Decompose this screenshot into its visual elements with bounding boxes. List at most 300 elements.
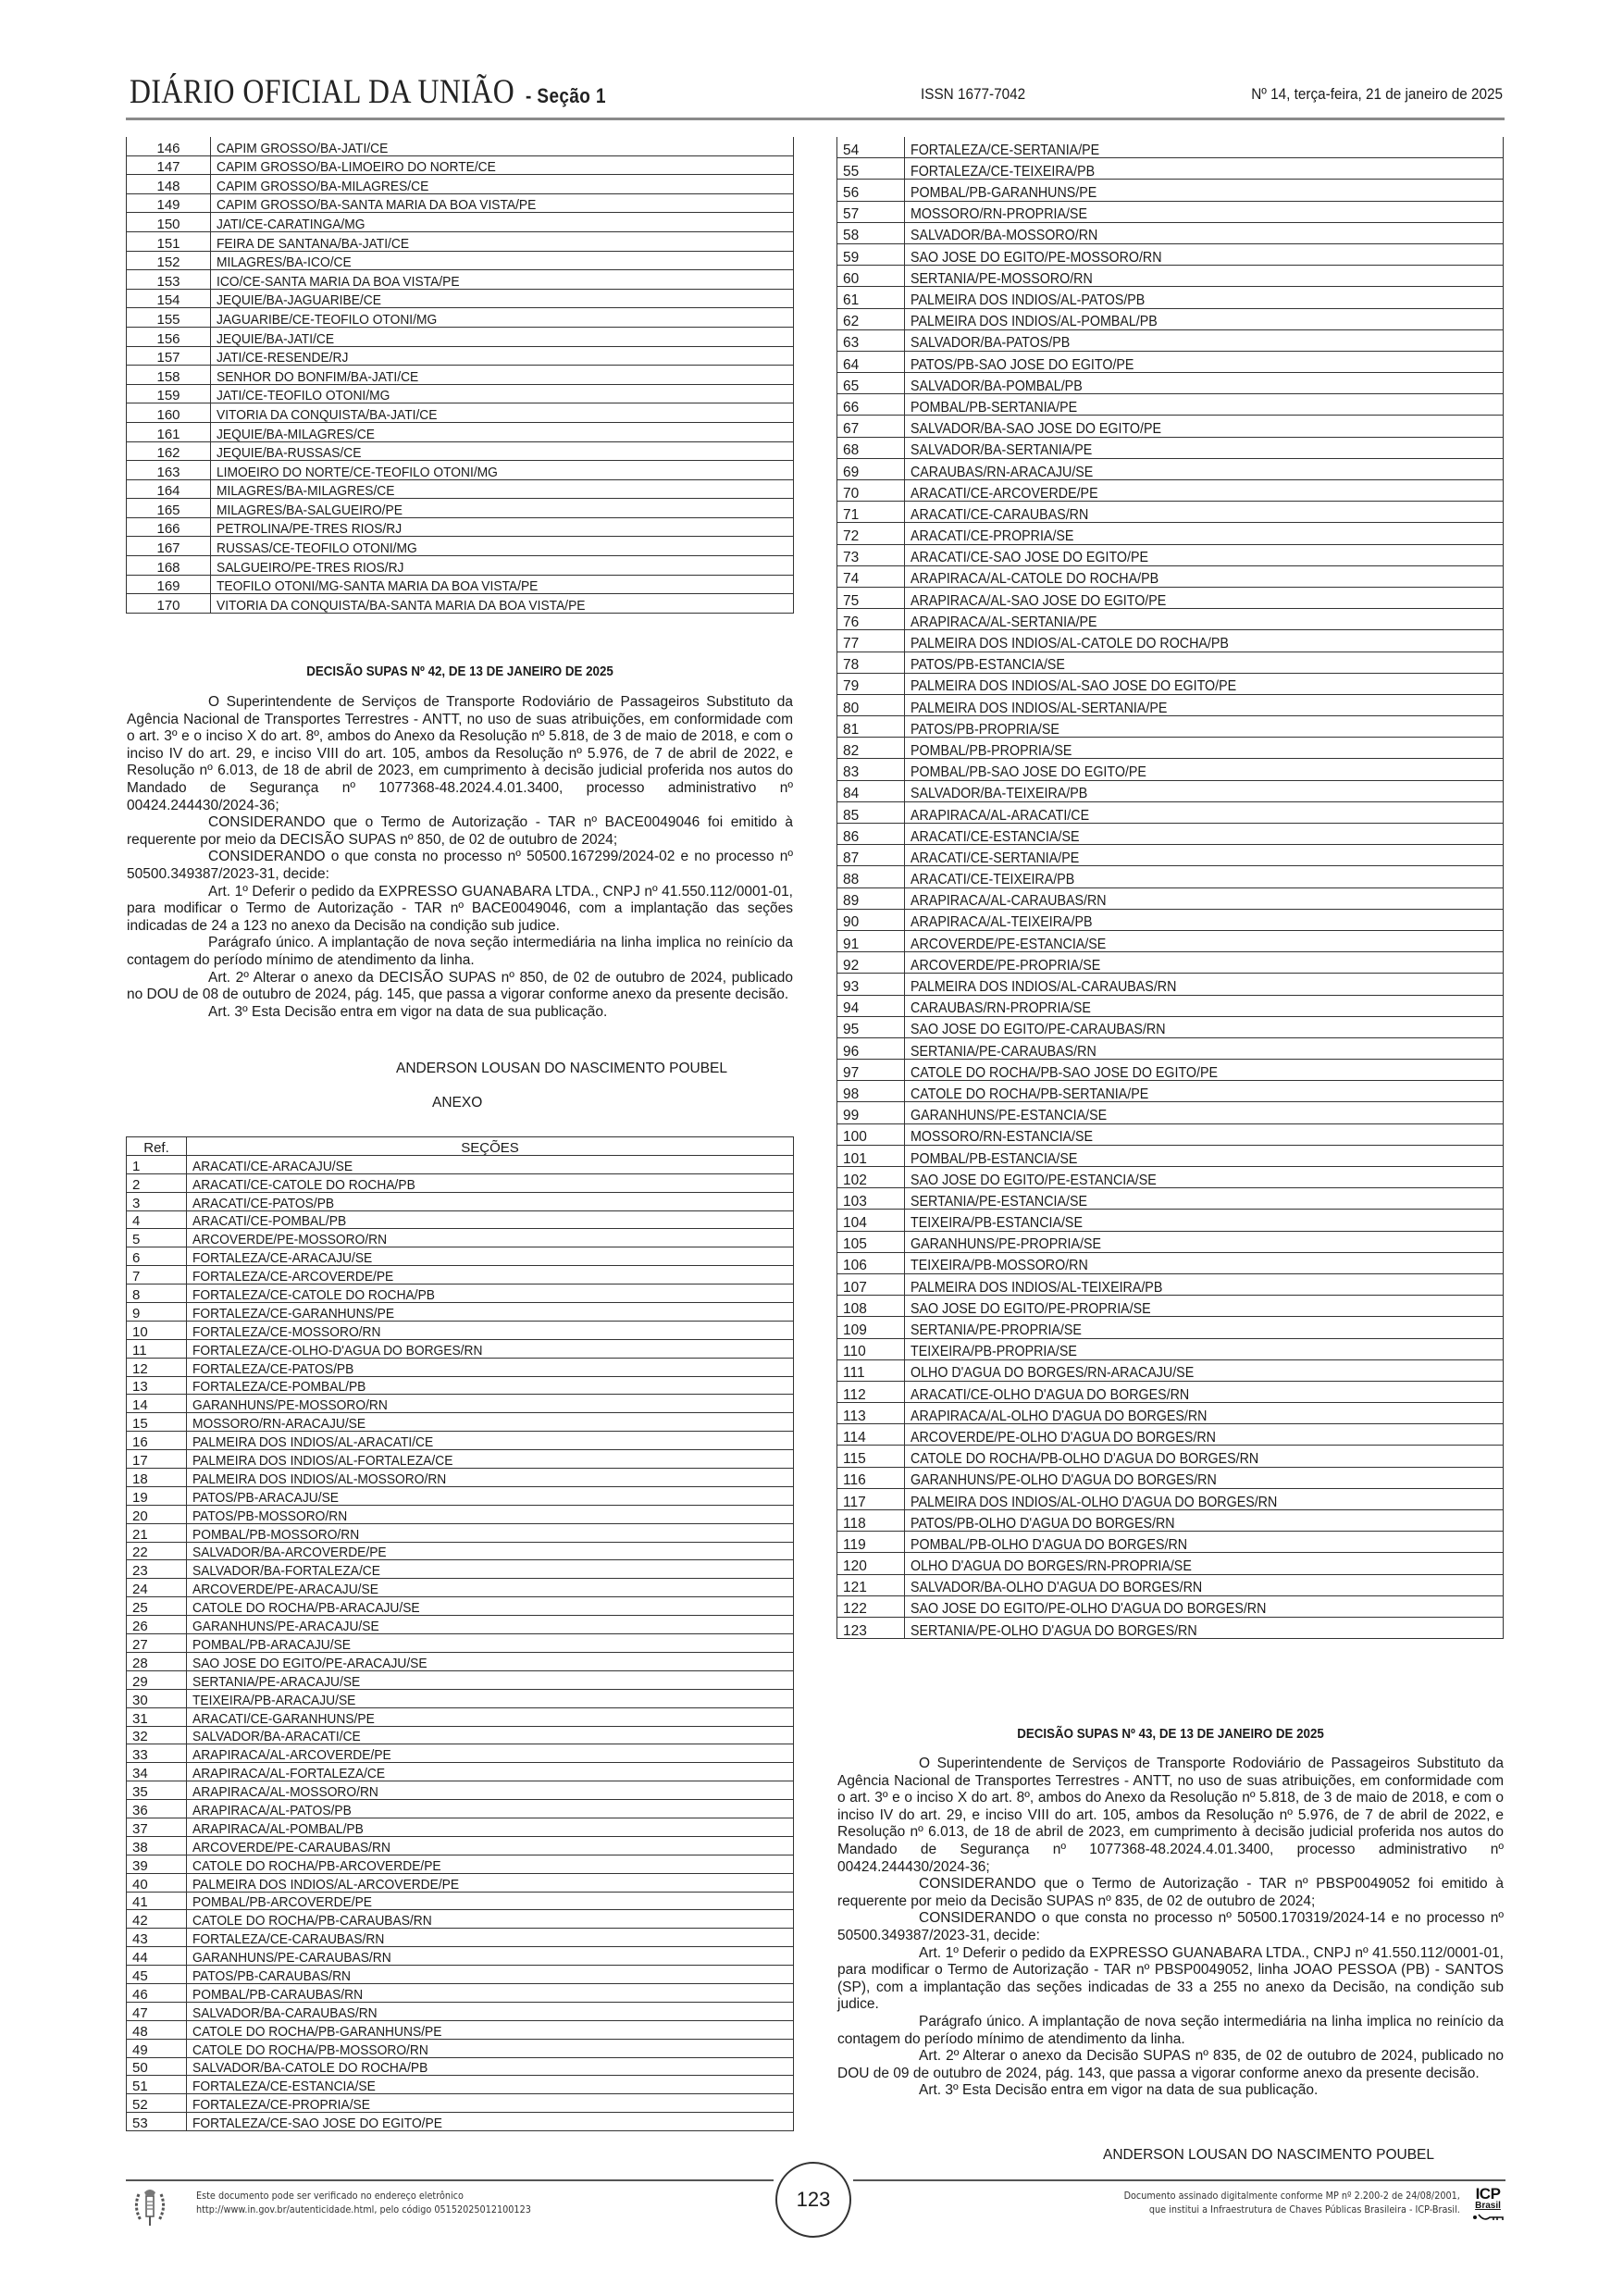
row-section bbox=[905, 523, 1504, 544]
table-row bbox=[837, 587, 1504, 608]
table-row bbox=[837, 845, 1504, 866]
section-text: SERTANIA/PE-MOSSORO/RN bbox=[911, 270, 1093, 287]
row-section bbox=[211, 193, 794, 213]
row-ref: 94 bbox=[837, 995, 905, 1016]
row-section bbox=[187, 1597, 794, 1616]
table-row bbox=[837, 329, 1504, 351]
row-ref: 84 bbox=[837, 780, 905, 801]
row-section bbox=[905, 502, 1504, 523]
section-text: FORTALEZA/CE-PROPRIA/SE bbox=[192, 2097, 370, 2113]
section-text: SAO JOSE DO EGITO/PE-OLHO D'AGUA DO BORGES/RN bbox=[911, 1601, 1267, 1618]
table-row bbox=[127, 403, 794, 423]
decision-42-body bbox=[127, 694, 793, 1021]
section-text: ARAPIRACA/AL-SERTANIA/PE bbox=[911, 614, 1097, 630]
table-row bbox=[837, 1188, 1504, 1210]
row-ref: 104 bbox=[837, 1210, 905, 1231]
section-text: FORTALEZA/CE-SERTANIA/PE bbox=[911, 142, 1100, 158]
table-row bbox=[837, 1210, 1504, 1231]
row-ref: 53 bbox=[127, 2113, 187, 2131]
table-row bbox=[837, 544, 1504, 565]
row-ref: 24 bbox=[127, 1579, 187, 1597]
row-ref: 95 bbox=[837, 1016, 905, 1037]
section-text: LIMOEIRO DO NORTE/CE-TEOFILO OTONI/MG bbox=[217, 464, 498, 480]
section-text: CATOLE DO ROCHA/PB-OLHO D'AGUA DO BORGES/RN bbox=[911, 1451, 1259, 1468]
table-row bbox=[127, 1523, 794, 1542]
decision-43-body bbox=[837, 1756, 1504, 2100]
section-text: POMBAL/PB-OLHO D'AGUA DO BORGES/RN bbox=[911, 1536, 1188, 1553]
row-ref: 28 bbox=[127, 1652, 187, 1670]
table-row bbox=[127, 461, 794, 480]
section-text: FORTALEZA/CE-OLHO-D'AGUA DO BORGES/RN bbox=[192, 1342, 483, 1359]
row-section bbox=[187, 1450, 794, 1469]
section-text: ARCOVERDE/PE-ESTANCIA/SE bbox=[911, 936, 1107, 952]
table-row bbox=[837, 909, 1504, 930]
section-text: ARACATI/CE-GARANHUNS/PE bbox=[192, 1710, 375, 1726]
row-section bbox=[187, 1836, 794, 1855]
issn: ISSN 1677-7042 bbox=[921, 85, 1026, 103]
row-section bbox=[211, 155, 794, 175]
row-section bbox=[187, 1523, 794, 1542]
row-section bbox=[905, 416, 1504, 437]
section-text: JATI/CE-CARATINGA/MG bbox=[217, 216, 365, 232]
section-text: POMBAL/PB-GARANHUNS/PE bbox=[911, 185, 1097, 202]
section-text: JEQUIE/BA-JAGUARIBE/CE bbox=[217, 292, 381, 308]
section-text: POMBAL/PB-SERTANIA/PE bbox=[911, 399, 1078, 416]
row-section bbox=[905, 1446, 1504, 1467]
row-ref: 14 bbox=[127, 1395, 187, 1413]
section-label: - Seção 1 bbox=[525, 84, 606, 107]
table-row bbox=[127, 499, 794, 518]
row-ref: 152 bbox=[127, 251, 211, 270]
section-text: PATOS/PB-ESTANCIA/SE bbox=[911, 657, 1065, 674]
row-section bbox=[905, 222, 1504, 243]
table-row bbox=[127, 556, 794, 576]
row-section bbox=[905, 565, 1504, 587]
section-text: CAPIM GROSSO/BA-SANTA MARIA DA BOA VISTA/PE bbox=[217, 197, 537, 213]
section-text: CATOLE DO ROCHA/PB-SAO JOSE DO EGITO/PE bbox=[911, 1064, 1219, 1081]
table-row bbox=[127, 1339, 794, 1358]
table-row bbox=[127, 422, 794, 441]
row-ref: 146 bbox=[127, 137, 211, 155]
section-text: SAO JOSE DO EGITO/PE-ESTANCIA/SE bbox=[911, 1172, 1157, 1188]
row-section bbox=[211, 270, 794, 290]
row-section bbox=[187, 1616, 794, 1634]
row-section bbox=[187, 1321, 794, 1339]
table-row bbox=[837, 523, 1504, 544]
table-row bbox=[837, 930, 1504, 951]
section-text: SALVADOR/BA-PATOS/PB bbox=[911, 335, 1071, 352]
row-ref: 19 bbox=[127, 1486, 187, 1505]
row-ref: 54 bbox=[837, 137, 905, 158]
row-ref: 116 bbox=[837, 1467, 905, 1488]
row-section bbox=[905, 1123, 1504, 1145]
row-section bbox=[187, 1763, 794, 1781]
table-row bbox=[837, 565, 1504, 587]
table-row bbox=[837, 1252, 1504, 1273]
row-section bbox=[905, 887, 1504, 909]
row-ref: 86 bbox=[837, 824, 905, 845]
row-section bbox=[211, 422, 794, 441]
row-ref: 70 bbox=[837, 480, 905, 502]
table-row bbox=[837, 824, 1504, 845]
row-section bbox=[187, 1469, 794, 1487]
section-text: SERTANIA/PE-CARAUBAS/RN bbox=[911, 1043, 1096, 1060]
row-section bbox=[905, 866, 1504, 887]
row-section bbox=[187, 1395, 794, 1413]
table-row bbox=[837, 1424, 1504, 1446]
row-section bbox=[905, 243, 1504, 265]
row-ref: 111 bbox=[837, 1359, 905, 1381]
table-row bbox=[127, 2002, 794, 2020]
table-row bbox=[127, 1486, 794, 1505]
page-number: 123 bbox=[796, 2188, 831, 2211]
row-ref: 166 bbox=[127, 517, 211, 537]
row-ref: 69 bbox=[837, 458, 905, 479]
section-text: SALVADOR/BA-TEIXEIRA/PB bbox=[911, 786, 1088, 802]
row-ref: 64 bbox=[837, 351, 905, 372]
paragraph: Art. 2º Alterar o anexo da Decisão SUPAS nº 835, de 02 de outubro de 2024, publicado no DOU de 09 de outubro de 2024, pág. 143, que passa a vigorar conforme anexo da presente decisão. bbox=[837, 2048, 1504, 2081]
section-text: JEQUIE/BA-MILAGRES/CE bbox=[217, 426, 376, 441]
table-row bbox=[127, 2076, 794, 2094]
section-text: SALGUEIRO/PE-TRES RIOS/RJ bbox=[217, 559, 404, 576]
row-section bbox=[211, 231, 794, 251]
section-text: ARAPIRACA/AL-MOSSORO/RN bbox=[192, 1784, 378, 1800]
table-row bbox=[837, 351, 1504, 372]
section-text: ARAPIRACA/AL-SAO JOSE DO EGITO/PE bbox=[911, 592, 1167, 609]
row-section bbox=[905, 1081, 1504, 1102]
row-section bbox=[211, 517, 794, 537]
section-text: ARAPIRACA/AL-TEIXEIRA/PB bbox=[911, 914, 1093, 931]
section-text: SAO JOSE DO EGITO/PE-PROPRIA/SE bbox=[911, 1300, 1151, 1317]
section-text: CATOLE DO ROCHA/PB-ARCOVERDE/PE bbox=[192, 1857, 441, 1874]
row-section bbox=[187, 1376, 794, 1395]
paragraph: Art. 2º Alterar o anexo da DECISÃO SUPAS nº 850, de 02 de outubro de 2024, publicado no DOU de 08 de outubro de 2024, pág. 145, que passa a vigorar conforme anexo da presente decisão. bbox=[127, 969, 793, 1003]
row-ref: 120 bbox=[837, 1553, 905, 1574]
section-text: FORTALEZA/CE-TEIXEIRA/PB bbox=[911, 163, 1096, 180]
row-ref: 150 bbox=[127, 213, 211, 232]
row-section bbox=[211, 499, 794, 518]
section-text: PATOS/PB-CARAUBAS/RN bbox=[192, 1967, 352, 1984]
row-ref: 22 bbox=[127, 1542, 187, 1560]
row-section bbox=[905, 266, 1504, 287]
paragraph: Art. 3º Esta Decisão entra em vigor na data de sua publicação. bbox=[208, 1003, 608, 1020]
row-section bbox=[905, 1617, 1504, 1638]
row-ref: 77 bbox=[837, 630, 905, 652]
row-section bbox=[905, 329, 1504, 351]
row-section bbox=[211, 461, 794, 480]
section-text: PALMEIRA DOS INDIOS/AL-PATOS/PB bbox=[911, 292, 1146, 308]
section-text: PATOS/PB-SAO JOSE DO EGITO/PE bbox=[911, 356, 1134, 373]
section-text: SALVADOR/BA-ARCOVERDE/PE bbox=[192, 1545, 387, 1560]
row-ref: 21 bbox=[127, 1523, 187, 1542]
section-text: FORTALEZA/CE-CARAUBAS/RN bbox=[192, 1931, 385, 1947]
column-header-ref: Ref. bbox=[127, 1137, 187, 1156]
row-section bbox=[187, 1892, 794, 1910]
table-row bbox=[127, 155, 794, 175]
paragraph: CONSIDERANDO que o Termo de Autorização - TAR nº BACE0049046 foi emitido à requerente por meio da DECISÃO SUPAS nº 850, de 02 de outubro de 2024; bbox=[127, 814, 793, 848]
table-row bbox=[837, 1338, 1504, 1359]
table-row bbox=[837, 287, 1504, 308]
row-ref: 118 bbox=[837, 1510, 905, 1532]
publication-name: DIÁRIO OFICIAL DA UNIÃO bbox=[130, 73, 515, 111]
table-row bbox=[837, 1037, 1504, 1059]
row-section bbox=[905, 1338, 1504, 1359]
table-row bbox=[127, 251, 794, 270]
section-text: SALVADOR/BA-MOSSORO/RN bbox=[911, 228, 1098, 244]
table-row bbox=[837, 180, 1504, 201]
row-ref: 154 bbox=[127, 289, 211, 308]
section-text: GARANHUNS/PE-ARACAJU/SE bbox=[192, 1619, 379, 1634]
section-text: FEIRA DE SANTANA/BA-JATI/CE bbox=[217, 235, 410, 252]
signature-line-2: que institui a Infraestrutura de Chaves Públicas Brasileira - ICP-Brasil. bbox=[1149, 2204, 1460, 2215]
row-ref: 112 bbox=[837, 1381, 905, 1402]
paragraph: O Superintendente de Serviços de Transporte Rodoviário de Passageiros Substituto da Agência Nacional de Transportes Terrestres - ANTT, no uso de suas atribuições, em conformidade com o art. 3º e o inciso X do art. 8º, ambos do Anexo da Resolução nº 5.818, de 3 de maio de 2018, e com o inciso IV do art. 29, e inciso VIII do art. 105, ambos da Resolução nº 5.976, de 7 de abril de 2022, e Resolução nº 6.013, de 18 de abril de 2023, em cumprimento à decisão judicial proferida nos autos do Mandado de Segurança nº 1077368-48.2024.4.01.3400, processo administrativo nº 00424.244430/2024-36; bbox=[127, 694, 793, 813]
table-row bbox=[837, 1510, 1504, 1532]
section-text: CARAUBAS/RN-ARACAJU/SE bbox=[911, 464, 1094, 480]
table-row bbox=[127, 1929, 794, 1947]
row-section bbox=[187, 1652, 794, 1670]
row-ref: 156 bbox=[127, 327, 211, 346]
row-section bbox=[905, 1467, 1504, 1488]
row-section bbox=[211, 327, 794, 346]
section-text: FORTALEZA/CE-ARACAJU/SE bbox=[192, 1250, 373, 1266]
paragraph: Parágrafo único. A implantação de nova seção intermediária na linha implica no reinício da contagem do período mínimo de atendimento da linha. bbox=[837, 2013, 1504, 2047]
row-ref: 71 bbox=[837, 502, 905, 523]
row-section bbox=[905, 1553, 1504, 1574]
row-section bbox=[187, 1155, 794, 1173]
row-ref: 51 bbox=[127, 2076, 187, 2094]
table-row bbox=[127, 1634, 794, 1653]
row-section bbox=[187, 1173, 794, 1192]
section-text: FORTALEZA/CE-GARANHUNS/PE bbox=[192, 1305, 395, 1322]
row-section bbox=[905, 1574, 1504, 1595]
decision-42-signature: ANDERSON LOUSAN DO NASCIMENTO POUBEL bbox=[396, 1061, 728, 1076]
table-row bbox=[837, 373, 1504, 394]
table-row bbox=[127, 308, 794, 328]
row-ref: 109 bbox=[837, 1317, 905, 1338]
section-text: ARAPIRACA/AL-POMBAL/PB bbox=[192, 1820, 364, 1837]
verification-notice bbox=[196, 2190, 531, 2217]
section-text: OLHO D'AGUA DO BORGES/RN-PROPRIA/SE bbox=[911, 1558, 1192, 1575]
row-ref: 76 bbox=[837, 609, 905, 630]
row-section bbox=[211, 251, 794, 270]
section-text: GARANHUNS/PE-ESTANCIA/SE bbox=[911, 1108, 1108, 1124]
row-section bbox=[905, 394, 1504, 416]
row-section bbox=[905, 1016, 1504, 1037]
table-row bbox=[127, 213, 794, 232]
row-section bbox=[905, 1595, 1504, 1617]
row-ref: 4 bbox=[127, 1210, 187, 1229]
row-section bbox=[187, 1579, 794, 1597]
table-row bbox=[837, 995, 1504, 1016]
row-section bbox=[211, 556, 794, 576]
section-text: SAO JOSE DO EGITO/PE-CARAUBAS/RN bbox=[911, 1022, 1166, 1038]
row-section bbox=[905, 845, 1504, 866]
row-ref: 3 bbox=[127, 1192, 187, 1210]
row-section bbox=[905, 1403, 1504, 1424]
section-text: GARANHUNS/PE-PROPRIA/SE bbox=[911, 1236, 1102, 1253]
row-section bbox=[187, 2020, 794, 2039]
row-section bbox=[905, 630, 1504, 652]
table-row bbox=[837, 1145, 1504, 1166]
row-ref: 15 bbox=[127, 1413, 187, 1432]
table-row bbox=[837, 974, 1504, 995]
row-ref: 57 bbox=[837, 201, 905, 222]
table-row bbox=[127, 1247, 794, 1266]
row-section bbox=[905, 952, 1504, 974]
row-ref: 87 bbox=[837, 845, 905, 866]
row-ref: 9 bbox=[127, 1303, 187, 1322]
row-section bbox=[187, 1247, 794, 1266]
table-row bbox=[837, 887, 1504, 909]
table-row bbox=[837, 1317, 1504, 1338]
section-text: TEOFILO OTONI/MG-SANTA MARIA DA BOA VISTA/PE bbox=[217, 578, 539, 594]
row-ref: 157 bbox=[127, 346, 211, 366]
section-text: PETROLINA/PE-TRES RIOS/RJ bbox=[217, 521, 403, 537]
section-text: ARACATI/CE-CATOLE DO ROCHA/PB bbox=[192, 1176, 415, 1193]
section-text: PATOS/PB-ARACAJU/SE bbox=[192, 1489, 339, 1506]
row-section bbox=[211, 594, 794, 614]
row-ref: 89 bbox=[837, 887, 905, 909]
row-ref: 93 bbox=[837, 974, 905, 995]
table-row bbox=[127, 1432, 794, 1450]
row-section bbox=[905, 351, 1504, 372]
table-row bbox=[127, 1836, 794, 1855]
row-ref: 26 bbox=[127, 1616, 187, 1634]
table-row bbox=[837, 1446, 1504, 1467]
table-row bbox=[837, 266, 1504, 287]
row-section bbox=[187, 1670, 794, 1689]
section-text: MILAGRES/BA-SALGUEIRO/PE bbox=[217, 502, 403, 518]
section-text: SALVADOR/BA-CATOLE DO ROCHA/PB bbox=[192, 2060, 428, 2076]
section-text: FORTALEZA/CE-POMBAL/PB bbox=[192, 1379, 366, 1395]
row-section bbox=[187, 1505, 794, 1523]
row-section bbox=[187, 2039, 794, 2057]
section-text: ARAPIRACA/AL-ARCOVERDE/PE bbox=[192, 1747, 391, 1763]
table-row bbox=[127, 479, 794, 499]
row-ref: 153 bbox=[127, 270, 211, 290]
section-text: ARACATI/CE-TEIXEIRA/PB bbox=[911, 872, 1075, 888]
section-text: CATOLE DO ROCHA/PB-MOSSORO/RN bbox=[192, 2042, 428, 2058]
paragraph: CONSIDERANDO o que consta no processo nº 50500.167299/2024-02 e no processo nº 50500.349387/2023-31, decide: bbox=[127, 849, 793, 882]
section-text: ARAPIRACA/AL-FORTALEZA/CE bbox=[192, 1766, 386, 1781]
row-section bbox=[211, 575, 794, 594]
row-section bbox=[187, 2113, 794, 2131]
annex-sections-table bbox=[126, 1136, 794, 2131]
section-text: PALMEIRA DOS INDIOS/AL-SERTANIA/PE bbox=[911, 700, 1168, 716]
row-section bbox=[905, 1102, 1504, 1123]
section-text: MOSSORO/RN-ESTANCIA/SE bbox=[911, 1129, 1094, 1146]
row-ref: 105 bbox=[837, 1231, 905, 1252]
row-section bbox=[211, 346, 794, 366]
table-row bbox=[127, 1707, 794, 1726]
section-text: PALMEIRA DOS INDIOS/AL-FORTALEZA/CE bbox=[192, 1453, 453, 1469]
table-row bbox=[127, 193, 794, 213]
row-section bbox=[905, 158, 1504, 180]
row-ref: 158 bbox=[127, 366, 211, 385]
table-row bbox=[837, 1553, 1504, 1574]
section-text: FORTALEZA/CE-MOSSORO/RN bbox=[192, 1323, 381, 1340]
table-row bbox=[837, 630, 1504, 652]
row-ref: 35 bbox=[127, 1781, 187, 1800]
row-ref: 33 bbox=[127, 1744, 187, 1763]
verification-line-1: Este documento pode ser verificado no endereço eletrônico bbox=[196, 2191, 464, 2202]
verification-link[interactable]: http://www.in.gov.br/autenticidade.html, pelo código 05152025012100123 bbox=[196, 2204, 531, 2215]
row-ref: 46 bbox=[127, 1983, 187, 2002]
row-ref: 30 bbox=[127, 1689, 187, 1707]
section-text: ARAPIRACA/AL-PATOS/PB bbox=[192, 1802, 352, 1818]
table-row bbox=[127, 327, 794, 346]
row-section bbox=[905, 1188, 1504, 1210]
row-ref: 58 bbox=[837, 222, 905, 243]
row-ref: 98 bbox=[837, 1081, 905, 1102]
row-section bbox=[905, 716, 1504, 738]
table-row bbox=[127, 1210, 794, 1229]
section-text: PALMEIRA DOS INDIOS/AL-OLHO D'AGUA DO BORGES/RN bbox=[911, 1494, 1278, 1510]
icp-brasil-logo bbox=[1469, 2186, 1506, 2230]
issue-date: Nº 14, terça-feira, 21 de janeiro de 2025 bbox=[1251, 85, 1503, 103]
row-ref: 73 bbox=[837, 544, 905, 565]
row-section bbox=[187, 2002, 794, 2020]
icp-logo-text: ICP bbox=[1475, 2185, 1501, 2203]
row-section bbox=[905, 673, 1504, 694]
row-section bbox=[905, 1488, 1504, 1509]
row-ref: 121 bbox=[837, 1574, 905, 1595]
table-row bbox=[837, 673, 1504, 694]
row-section bbox=[187, 1800, 794, 1818]
table-row bbox=[127, 1947, 794, 1966]
row-section bbox=[211, 403, 794, 423]
section-text: FORTALEZA/CE-CATOLE DO ROCHA/PB bbox=[192, 1287, 435, 1303]
table-row bbox=[837, 1167, 1504, 1188]
row-ref: 55 bbox=[837, 158, 905, 180]
row-ref: 96 bbox=[837, 1037, 905, 1059]
row-section bbox=[905, 995, 1504, 1016]
table-row bbox=[837, 1296, 1504, 1317]
table-row bbox=[127, 1450, 794, 1469]
row-ref: 119 bbox=[837, 1532, 905, 1553]
row-section bbox=[187, 1358, 794, 1376]
decision-42-title: DECISÃO SUPAS Nº 42, DE 13 DE JANEIRO DE 2025 bbox=[306, 664, 613, 679]
table-row bbox=[837, 652, 1504, 673]
table-row bbox=[837, 1574, 1504, 1595]
row-section bbox=[187, 1929, 794, 1947]
section-text: FORTALEZA/CE-ARCOVERDE/PE bbox=[192, 1269, 394, 1285]
row-ref: 42 bbox=[127, 1910, 187, 1929]
section-text: ARAPIRACA/AL-OLHO D'AGUA DO BORGES/RN bbox=[911, 1408, 1208, 1424]
row-section bbox=[905, 287, 1504, 308]
section-text: GARANHUNS/PE-MOSSORO/RN bbox=[192, 1397, 388, 1413]
table-row bbox=[127, 384, 794, 403]
section-text: TEIXEIRA/PB-ESTANCIA/SE bbox=[911, 1215, 1083, 1232]
header-divider bbox=[126, 118, 1505, 120]
row-ref: 85 bbox=[837, 801, 905, 823]
row-ref: 113 bbox=[837, 1403, 905, 1424]
row-ref: 67 bbox=[837, 416, 905, 437]
table-row bbox=[837, 1273, 1504, 1295]
row-section bbox=[211, 137, 794, 155]
row-ref: 163 bbox=[127, 461, 211, 480]
paragraph: Art. 3º Esta Decisão entra em vigor na data de sua publicação. bbox=[919, 2082, 1319, 2099]
row-ref: 102 bbox=[837, 1167, 905, 1188]
row-section bbox=[187, 2094, 794, 2113]
row-ref: 107 bbox=[837, 1273, 905, 1295]
row-ref: 92 bbox=[837, 952, 905, 974]
row-section bbox=[905, 1510, 1504, 1532]
section-text: SAO JOSE DO EGITO/PE-MOSSORO/RN bbox=[911, 249, 1162, 266]
table-row bbox=[127, 289, 794, 308]
section-text: ARACATI/CE-OLHO D'AGUA DO BORGES/RN bbox=[911, 1386, 1190, 1403]
